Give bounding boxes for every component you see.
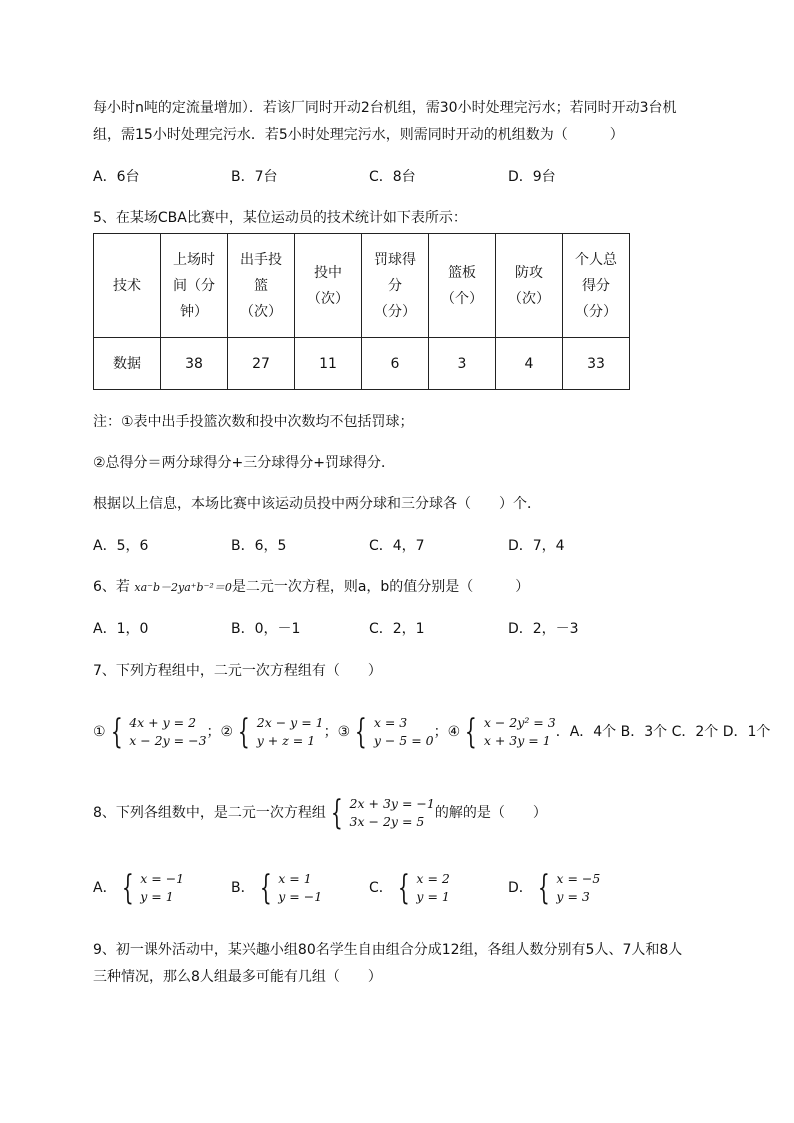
table-cell: 4	[496, 338, 563, 390]
table-cell: 27	[228, 338, 295, 390]
q5-stem: 5、在某场CBA比赛中，某位运动员的技术统计如下表所示：	[93, 210, 467, 226]
q7-options[interactable]: ．A．4个 B．3个 C．2个 D．1个	[555, 724, 771, 740]
q6-suffix: 是二元一次方程，则a，b的值分别是（ ）	[231, 579, 530, 595]
table-col-defense: 防攻 （次）	[496, 234, 563, 338]
table-data-row	[94, 338, 630, 390]
q4-option-b[interactable]: B．7台	[231, 169, 278, 185]
q4-option-a[interactable]: A．6台	[93, 169, 140, 185]
q7-marker-4: ；④	[433, 724, 461, 740]
table-col-shots: 出手投 篮 （次）	[228, 234, 295, 338]
q4-line-2: 组，需15小时处理完污水．若5小时处理完污水，则需同时开动的机组数为（ ）	[93, 127, 624, 143]
q4-option-d[interactable]: D．9台	[508, 169, 556, 185]
q8-options	[93, 866, 733, 912]
q5-option-c[interactable]: C．4，7	[369, 538, 425, 554]
table-cell: 11	[295, 338, 362, 390]
q8-prefix: 8、下列各组数中，是二元一次方程组	[93, 805, 326, 821]
q7-system-3: { x = 3 y − 5 = 0	[355, 712, 434, 752]
q6-equation: xa⁻b－2ya⁺b⁻²＝0	[134, 581, 232, 594]
q6-option-a[interactable]: A．1，0	[93, 621, 149, 637]
q6-stem	[93, 577, 529, 598]
q7-stem: 7、下列方程组中，二元一次方程组有（ ）	[93, 663, 382, 679]
table-cell: 38	[161, 338, 228, 390]
q6-prefix: 6、若	[93, 579, 130, 595]
q5-note-1: 注：①表中出手投篮次数和投中次数均不包括罚球；	[93, 414, 414, 430]
q7-system-4: { x − 2y² = 3 x + 3y = 1	[465, 712, 556, 752]
q7-systems-line	[93, 710, 770, 754]
q8-system: { 2x + 3y = −1 3x − 2y = 5	[330, 793, 435, 833]
q4-line-1: 每小时n吨的定流量增加）．若该厂同时开动2台机组，需30小时处理完污水；若同时开动3台机	[93, 100, 677, 116]
q9-line-2: 三种情况，那么8人组最多可能有几组（ ）	[93, 969, 382, 985]
q8-option-a[interactable]: A． { x = −1 y = 1	[93, 868, 185, 908]
table-col-playing-time: 上场时 间（分 钟）	[161, 234, 228, 338]
q7-system-2: { 2x − y = 1 y + z = 1	[237, 712, 324, 752]
table-row-header-data: 数据	[94, 338, 161, 390]
table-row-header-tech: 技术	[94, 234, 161, 338]
q5-question: 根据以上信息，本场比赛中该运动员投中两分球和三分球各（ ）个．	[93, 496, 541, 512]
q8-option-c[interactable]: C． { x = 2 y = 1	[369, 868, 450, 908]
q5-option-b[interactable]: B．6，5	[231, 538, 287, 554]
q8-option-d[interactable]: D． { x = −5 y = 3	[508, 868, 601, 908]
table-cell: 3	[429, 338, 496, 390]
q8-stem	[93, 791, 547, 835]
q6-option-d[interactable]: D．2，－3	[508, 621, 579, 637]
q7-marker-3: ；③	[323, 724, 351, 740]
q5-option-a[interactable]: A．5，6	[93, 538, 149, 554]
q9-line-1: 9、初一课外活动中，某兴趣小组80名学生自由组合分成12组，各组人数分别有5人、7人和8人	[93, 942, 683, 958]
q5-option-d[interactable]: D．7，4	[508, 538, 565, 554]
q6-option-b[interactable]: B．0，－1	[231, 621, 301, 637]
table-cell: 6	[362, 338, 429, 390]
q6-option-c[interactable]: C．2，1	[369, 621, 425, 637]
q7-system-1: { 4x + y = 2 x − 2y = −3	[110, 712, 207, 752]
table-col-made: 投中 （次）	[295, 234, 362, 338]
table-col-total-points: 个人总 得分 （分）	[563, 234, 630, 338]
stats-table	[93, 233, 630, 390]
q7-marker-2: ；②	[206, 724, 234, 740]
q4-option-c[interactable]: C．8台	[369, 169, 416, 185]
table-header-row	[94, 234, 630, 338]
table-col-free-throw-points: 罚球得 分 （分）	[362, 234, 429, 338]
table-cell: 33	[563, 338, 630, 390]
q5-note-2: ②总得分＝两分球得分+三分球得分+罚球得分．	[93, 455, 396, 471]
q8-option-b[interactable]: B． { x = 1 y = −1	[231, 868, 323, 908]
q7-marker-1: ①	[93, 724, 106, 740]
q8-suffix: 的解的是（ ）	[434, 805, 547, 821]
table-col-rebounds: 篮板 （个）	[429, 234, 496, 338]
